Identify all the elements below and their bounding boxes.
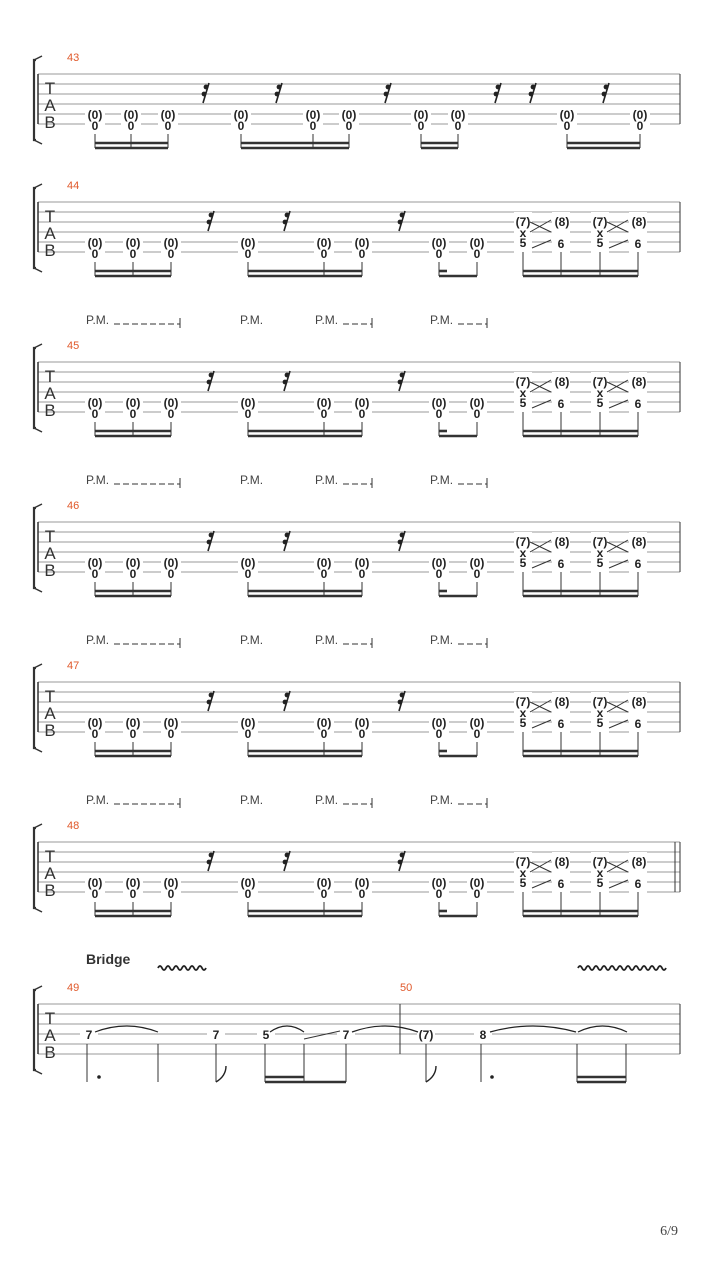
tab-clef-a: A: [44, 704, 56, 723]
ghost-note: (0): [87, 108, 103, 122]
fret-number: 0: [435, 567, 443, 581]
dead-note: x: [596, 386, 604, 400]
fret-number: 5: [519, 396, 527, 410]
rest-dot: [496, 85, 501, 90]
palm-mute-label: P.M.: [86, 633, 110, 647]
fret-number: 6: [634, 877, 642, 891]
fret-number: 0: [320, 887, 328, 901]
fret-number: 5: [519, 236, 527, 250]
fret-number: 6: [557, 877, 565, 891]
tab-clef-t: T: [44, 847, 56, 866]
ghost-note: (0): [469, 556, 485, 570]
ghost-note: (7): [515, 375, 531, 389]
fret-number: 5: [262, 1028, 270, 1042]
measure-43: [34, 52, 680, 148]
slide-line: [609, 880, 628, 888]
fret-number: 0: [244, 727, 252, 741]
rest-dot: [400, 853, 405, 858]
ghost-note: (0): [316, 876, 332, 890]
ghost-note: (7): [592, 215, 608, 229]
palm-mute-label: P.M.: [240, 473, 264, 487]
fret-number: 0: [358, 887, 366, 901]
ghost-note: (0): [431, 556, 447, 570]
ghost-note: (7): [515, 855, 531, 869]
fret-number: 0: [345, 119, 353, 133]
ghost-note: (0): [316, 716, 332, 730]
fret-number: 0: [244, 247, 252, 261]
tab-clef-a: A: [44, 224, 56, 243]
rest-dot: [204, 85, 209, 90]
tie: [352, 1026, 418, 1032]
ghost-note: (0): [354, 716, 370, 730]
ghost-note: (7): [592, 375, 608, 389]
ghost-note: (8): [631, 695, 647, 709]
ghost-note: (0): [559, 108, 575, 122]
ghost-note: (0): [413, 108, 429, 122]
rest-dot: [400, 533, 405, 538]
fret-number: 0: [435, 247, 443, 261]
rest-dot: [285, 213, 290, 218]
bracket-hook-top: [34, 504, 42, 508]
fret-number: 5: [519, 556, 527, 570]
system-bracket: [34, 508, 36, 588]
bracket-hook-top: [34, 824, 42, 828]
palm-mute-label: P.M.: [430, 313, 454, 327]
ghost-note: (7): [515, 215, 531, 229]
system-bracket: [34, 828, 36, 908]
fret-number: 0: [309, 119, 317, 133]
slide-line: [609, 400, 628, 408]
system-bracket: [34, 188, 36, 268]
tab-clef-t: T: [44, 79, 56, 98]
ghost-note: (8): [554, 535, 570, 549]
tab-clef-a: A: [44, 96, 56, 115]
dead-note: x: [596, 226, 604, 240]
tab-clef-b: B: [44, 113, 56, 132]
dead-note: x: [596, 706, 604, 720]
bracket-hook-bottom: [34, 428, 42, 432]
slide-line: [609, 240, 628, 248]
ghost-note: (0): [316, 556, 332, 570]
fret-number: 0: [358, 247, 366, 261]
fret-number: 7: [212, 1028, 220, 1042]
fret-number: 0: [320, 247, 328, 261]
ghost-note: (0): [354, 396, 370, 410]
tie: [95, 1026, 158, 1032]
rest-dot: [209, 533, 214, 538]
fret-number: 0: [473, 247, 481, 261]
fret-number: 0: [454, 119, 462, 133]
ghost-note: (0): [87, 396, 103, 410]
rest-dot: [283, 700, 288, 705]
dead-note: x: [596, 546, 604, 560]
fret-number: 8: [479, 1028, 487, 1042]
fret-number: 0: [91, 727, 99, 741]
fret-number: 0: [358, 727, 366, 741]
ghost-note: (7): [515, 695, 531, 709]
dead-note: x: [519, 386, 527, 400]
ghost-note: (0): [431, 876, 447, 890]
measure-44: [34, 180, 680, 276]
ghost-note: (0): [469, 396, 485, 410]
dead-note: x: [519, 226, 527, 240]
rest-dot: [283, 220, 288, 225]
ghost-note: (0): [163, 396, 179, 410]
slide-line: [532, 720, 551, 728]
rest-dot: [398, 540, 403, 545]
tab-clef-b: B: [44, 881, 56, 900]
ghost-note: (0): [163, 716, 179, 730]
tab-clef-a: A: [44, 1026, 56, 1045]
fret-number: 0: [91, 407, 99, 421]
vibrato-icon: [578, 966, 666, 970]
fret-number: 0: [435, 407, 443, 421]
ghost-note: (0): [233, 108, 249, 122]
ghost-note: (0): [431, 716, 447, 730]
fret-number: 0: [91, 119, 99, 133]
tab-clef-t: T: [44, 1009, 56, 1028]
ghost-note: (0): [632, 108, 648, 122]
fret-number: 0: [91, 887, 99, 901]
fret-number: 0: [244, 887, 252, 901]
slide-line: [609, 720, 628, 728]
tab-clef-t: T: [44, 527, 56, 546]
tab-clef-b: B: [44, 401, 56, 420]
measure-46: [34, 473, 680, 596]
fret-number: 5: [596, 876, 604, 890]
bracket-hook-top: [34, 184, 42, 188]
ghost-note: (0): [240, 236, 256, 250]
ghost-note: (0): [160, 108, 176, 122]
fret-number: 0: [237, 119, 245, 133]
tie: [490, 1026, 576, 1032]
tab-clef-a: A: [44, 864, 56, 883]
measure-number: 43: [67, 52, 80, 64]
ghost-note: (8): [554, 695, 570, 709]
ghost-note: (7): [515, 535, 531, 549]
palm-mute-label: P.M.: [86, 473, 110, 487]
ghost-note: (0): [163, 876, 179, 890]
ghost-note: (0): [469, 236, 485, 250]
slide-line: [532, 880, 551, 888]
rest-dot: [529, 92, 534, 97]
fret-number: 0: [167, 887, 175, 901]
measure-number: 47: [67, 660, 80, 672]
rest-dot: [275, 92, 280, 97]
rest-dot: [285, 853, 290, 858]
rest-dot: [285, 693, 290, 698]
vibrato-icon: [158, 966, 206, 970]
palm-mute-label: P.M.: [315, 793, 339, 807]
ghost-note: (0): [341, 108, 357, 122]
rest-dot: [400, 213, 405, 218]
dotted-note: [97, 1075, 101, 1079]
ghost-note: (8): [631, 535, 647, 549]
ghost-note: (0): [354, 236, 370, 250]
slide-line: [532, 560, 551, 568]
fret-number: 5: [596, 236, 604, 250]
palm-mute-label: P.M.: [86, 793, 110, 807]
tab-clef-a: A: [44, 544, 56, 563]
fret-number: 0: [127, 119, 135, 133]
fret-number: 5: [596, 556, 604, 570]
fret-number: 5: [596, 396, 604, 410]
ghost-note: (0): [87, 236, 103, 250]
page-number: 6/9: [660, 1224, 678, 1239]
palm-mute-label: P.M.: [315, 473, 339, 487]
ghost-note: (7): [592, 855, 608, 869]
bracket-hook-bottom: [34, 140, 42, 144]
palm-mute-label: P.M.: [430, 633, 454, 647]
ghost-note: (0): [125, 236, 141, 250]
rest-dot: [400, 373, 405, 378]
ghost-note: (0): [87, 556, 103, 570]
measure-number: 50: [400, 982, 413, 994]
fret-number: 6: [634, 237, 642, 251]
measure-number: 48: [67, 820, 80, 832]
rest-dot: [283, 860, 288, 865]
fret-number: 0: [435, 887, 443, 901]
eighth-flag: [426, 1066, 436, 1082]
rest-dot: [285, 373, 290, 378]
ghost-note: (0): [125, 556, 141, 570]
rest-dot: [277, 85, 282, 90]
rest-dot: [207, 540, 212, 545]
tab-clef-t: T: [44, 367, 56, 386]
tab-clef-a: A: [44, 384, 56, 403]
bracket-hook-bottom: [34, 268, 42, 272]
fret-number: (7): [418, 1028, 434, 1042]
palm-mute-label: P.M.: [430, 473, 454, 487]
fret-number: 5: [519, 876, 527, 890]
ghost-note: (0): [125, 716, 141, 730]
fret-number: 0: [473, 407, 481, 421]
ghost-note: (0): [240, 716, 256, 730]
fret-number: 0: [129, 247, 137, 261]
ghost-note: (0): [125, 876, 141, 890]
fret-number: 6: [557, 717, 565, 731]
ghost-note: (0): [354, 556, 370, 570]
rest-dot: [494, 92, 499, 97]
bracket-hook-top: [34, 56, 42, 60]
fret-number: 0: [320, 727, 328, 741]
fret-number: 0: [244, 567, 252, 581]
measure-number: 44: [67, 180, 80, 192]
measure-48: [34, 793, 680, 916]
bracket-hook-bottom: [34, 908, 42, 912]
system-bracket: [34, 60, 36, 140]
palm-mute-label: P.M.: [240, 793, 264, 807]
rest-dot: [209, 213, 214, 218]
rest-dot: [398, 380, 403, 385]
fret-number: 0: [167, 567, 175, 581]
tab-clef-t: T: [44, 207, 56, 226]
fret-number: 0: [129, 407, 137, 421]
eighth-flag: [216, 1066, 226, 1082]
ghost-note: (0): [305, 108, 321, 122]
ghost-note: (0): [87, 716, 103, 730]
ghost-note: (7): [592, 695, 608, 709]
fret-number: 6: [634, 557, 642, 571]
ghost-note: (8): [554, 855, 570, 869]
bracket-hook-top: [34, 344, 42, 348]
rest-dot: [209, 693, 214, 698]
palm-mute-label: P.M.: [315, 633, 339, 647]
system-bracket: [34, 348, 36, 428]
fret-number: 0: [358, 407, 366, 421]
fret-number: 0: [473, 727, 481, 741]
fret-number: 0: [167, 407, 175, 421]
ghost-note: (0): [240, 396, 256, 410]
ghost-note: (0): [354, 876, 370, 890]
fret-number: 6: [557, 237, 565, 251]
fret-number: 0: [164, 119, 172, 133]
rest-dot: [207, 700, 212, 705]
bracket-hook-top: [34, 986, 42, 990]
fret-number: 0: [636, 119, 644, 133]
fret-number: 6: [557, 557, 565, 571]
fret-number: 7: [342, 1028, 350, 1042]
ghost-note: (8): [631, 855, 647, 869]
tab-clef-b: B: [44, 721, 56, 740]
palm-mute-label: P.M.: [430, 793, 454, 807]
slide-line: [532, 400, 551, 408]
slide-line: [532, 240, 551, 248]
tie: [270, 1026, 304, 1032]
palm-mute-label: P.M.: [240, 313, 264, 327]
ghost-note: (0): [431, 236, 447, 250]
fret-number: 6: [634, 717, 642, 731]
measure-45: [34, 313, 680, 436]
palm-mute-label: P.M.: [240, 633, 264, 647]
section-label-bridge: Bridge: [86, 951, 131, 967]
fret-number: 5: [519, 716, 527, 730]
rest-dot: [285, 533, 290, 538]
rest-dot: [400, 693, 405, 698]
rest-dot: [207, 220, 212, 225]
tab-clef-b: B: [44, 241, 56, 260]
ghost-note: (0): [123, 108, 139, 122]
ghost-note: (0): [316, 236, 332, 250]
tab-clef-b: B: [44, 561, 56, 580]
ghost-note: (8): [631, 215, 647, 229]
rest-dot: [386, 85, 391, 90]
fret-number: 0: [129, 727, 137, 741]
dead-note: x: [519, 866, 527, 880]
fret-number: 0: [320, 407, 328, 421]
rest-dot: [209, 853, 214, 858]
palm-mute-label: P.M.: [315, 313, 339, 327]
fret-number: 0: [473, 567, 481, 581]
ghost-note: (0): [431, 396, 447, 410]
dotted-note: [490, 1075, 494, 1079]
ghost-note: (0): [450, 108, 466, 122]
ghost-note: (8): [554, 375, 570, 389]
ghost-note: (0): [240, 556, 256, 570]
rest-dot: [207, 380, 212, 385]
tie: [578, 1026, 627, 1032]
rest-dot: [398, 700, 403, 705]
ghost-note: (0): [163, 556, 179, 570]
fret-number: 0: [129, 567, 137, 581]
system-bracket: [34, 990, 36, 1070]
measure-number: 49: [67, 982, 80, 994]
rest-dot: [207, 860, 212, 865]
rest-dot: [602, 92, 607, 97]
fret-number: 0: [167, 727, 175, 741]
rest-dot: [531, 85, 536, 90]
rest-dot: [202, 92, 207, 97]
ghost-note: (7): [592, 535, 608, 549]
ghost-note: (0): [469, 716, 485, 730]
rest-dot: [398, 220, 403, 225]
ghost-note: (0): [125, 396, 141, 410]
fret-number: 6: [634, 397, 642, 411]
fret-number: 0: [91, 567, 99, 581]
fret-number: 7: [85, 1028, 93, 1042]
ghost-note: (0): [240, 876, 256, 890]
tab-clef-t: T: [44, 687, 56, 706]
ghost-note: (8): [554, 215, 570, 229]
ghost-note: (0): [163, 236, 179, 250]
bracket-hook-bottom: [34, 748, 42, 752]
measure-number: 46: [67, 500, 80, 512]
fret-number: 0: [358, 567, 366, 581]
ghost-note: (0): [316, 396, 332, 410]
fret-number: 0: [435, 727, 443, 741]
tab-clef-b: B: [44, 1043, 56, 1062]
bracket-hook-bottom: [34, 588, 42, 592]
fret-number: 0: [473, 887, 481, 901]
slide-line: [609, 560, 628, 568]
fret-number: 0: [129, 887, 137, 901]
bridge-system: [34, 951, 680, 1082]
fret-number: 0: [563, 119, 571, 133]
ghost-note: (8): [631, 375, 647, 389]
fret-number: 0: [320, 567, 328, 581]
ghost-note: (0): [469, 876, 485, 890]
fret-number: 0: [91, 247, 99, 261]
dead-note: x: [596, 866, 604, 880]
rest-dot: [209, 373, 214, 378]
fret-number: 0: [244, 407, 252, 421]
rest-dot: [384, 92, 389, 97]
measure-47: [34, 633, 680, 756]
dead-note: x: [519, 706, 527, 720]
ghost-note: (0): [87, 876, 103, 890]
rest-dot: [398, 860, 403, 865]
fret-number: 5: [596, 716, 604, 730]
palm-mute-label: P.M.: [86, 313, 110, 327]
bracket-hook-bottom: [34, 1070, 42, 1074]
bracket-hook-top: [34, 664, 42, 668]
dead-note: x: [519, 546, 527, 560]
rest-dot: [283, 380, 288, 385]
measure-number: 45: [67, 340, 80, 352]
fret-number: 0: [167, 247, 175, 261]
fret-number: 6: [557, 397, 565, 411]
rest-dot: [283, 540, 288, 545]
slide-line: [304, 1031, 340, 1039]
system-bracket: [34, 668, 36, 748]
rest-dot: [604, 85, 609, 90]
fret-number: 0: [417, 119, 425, 133]
